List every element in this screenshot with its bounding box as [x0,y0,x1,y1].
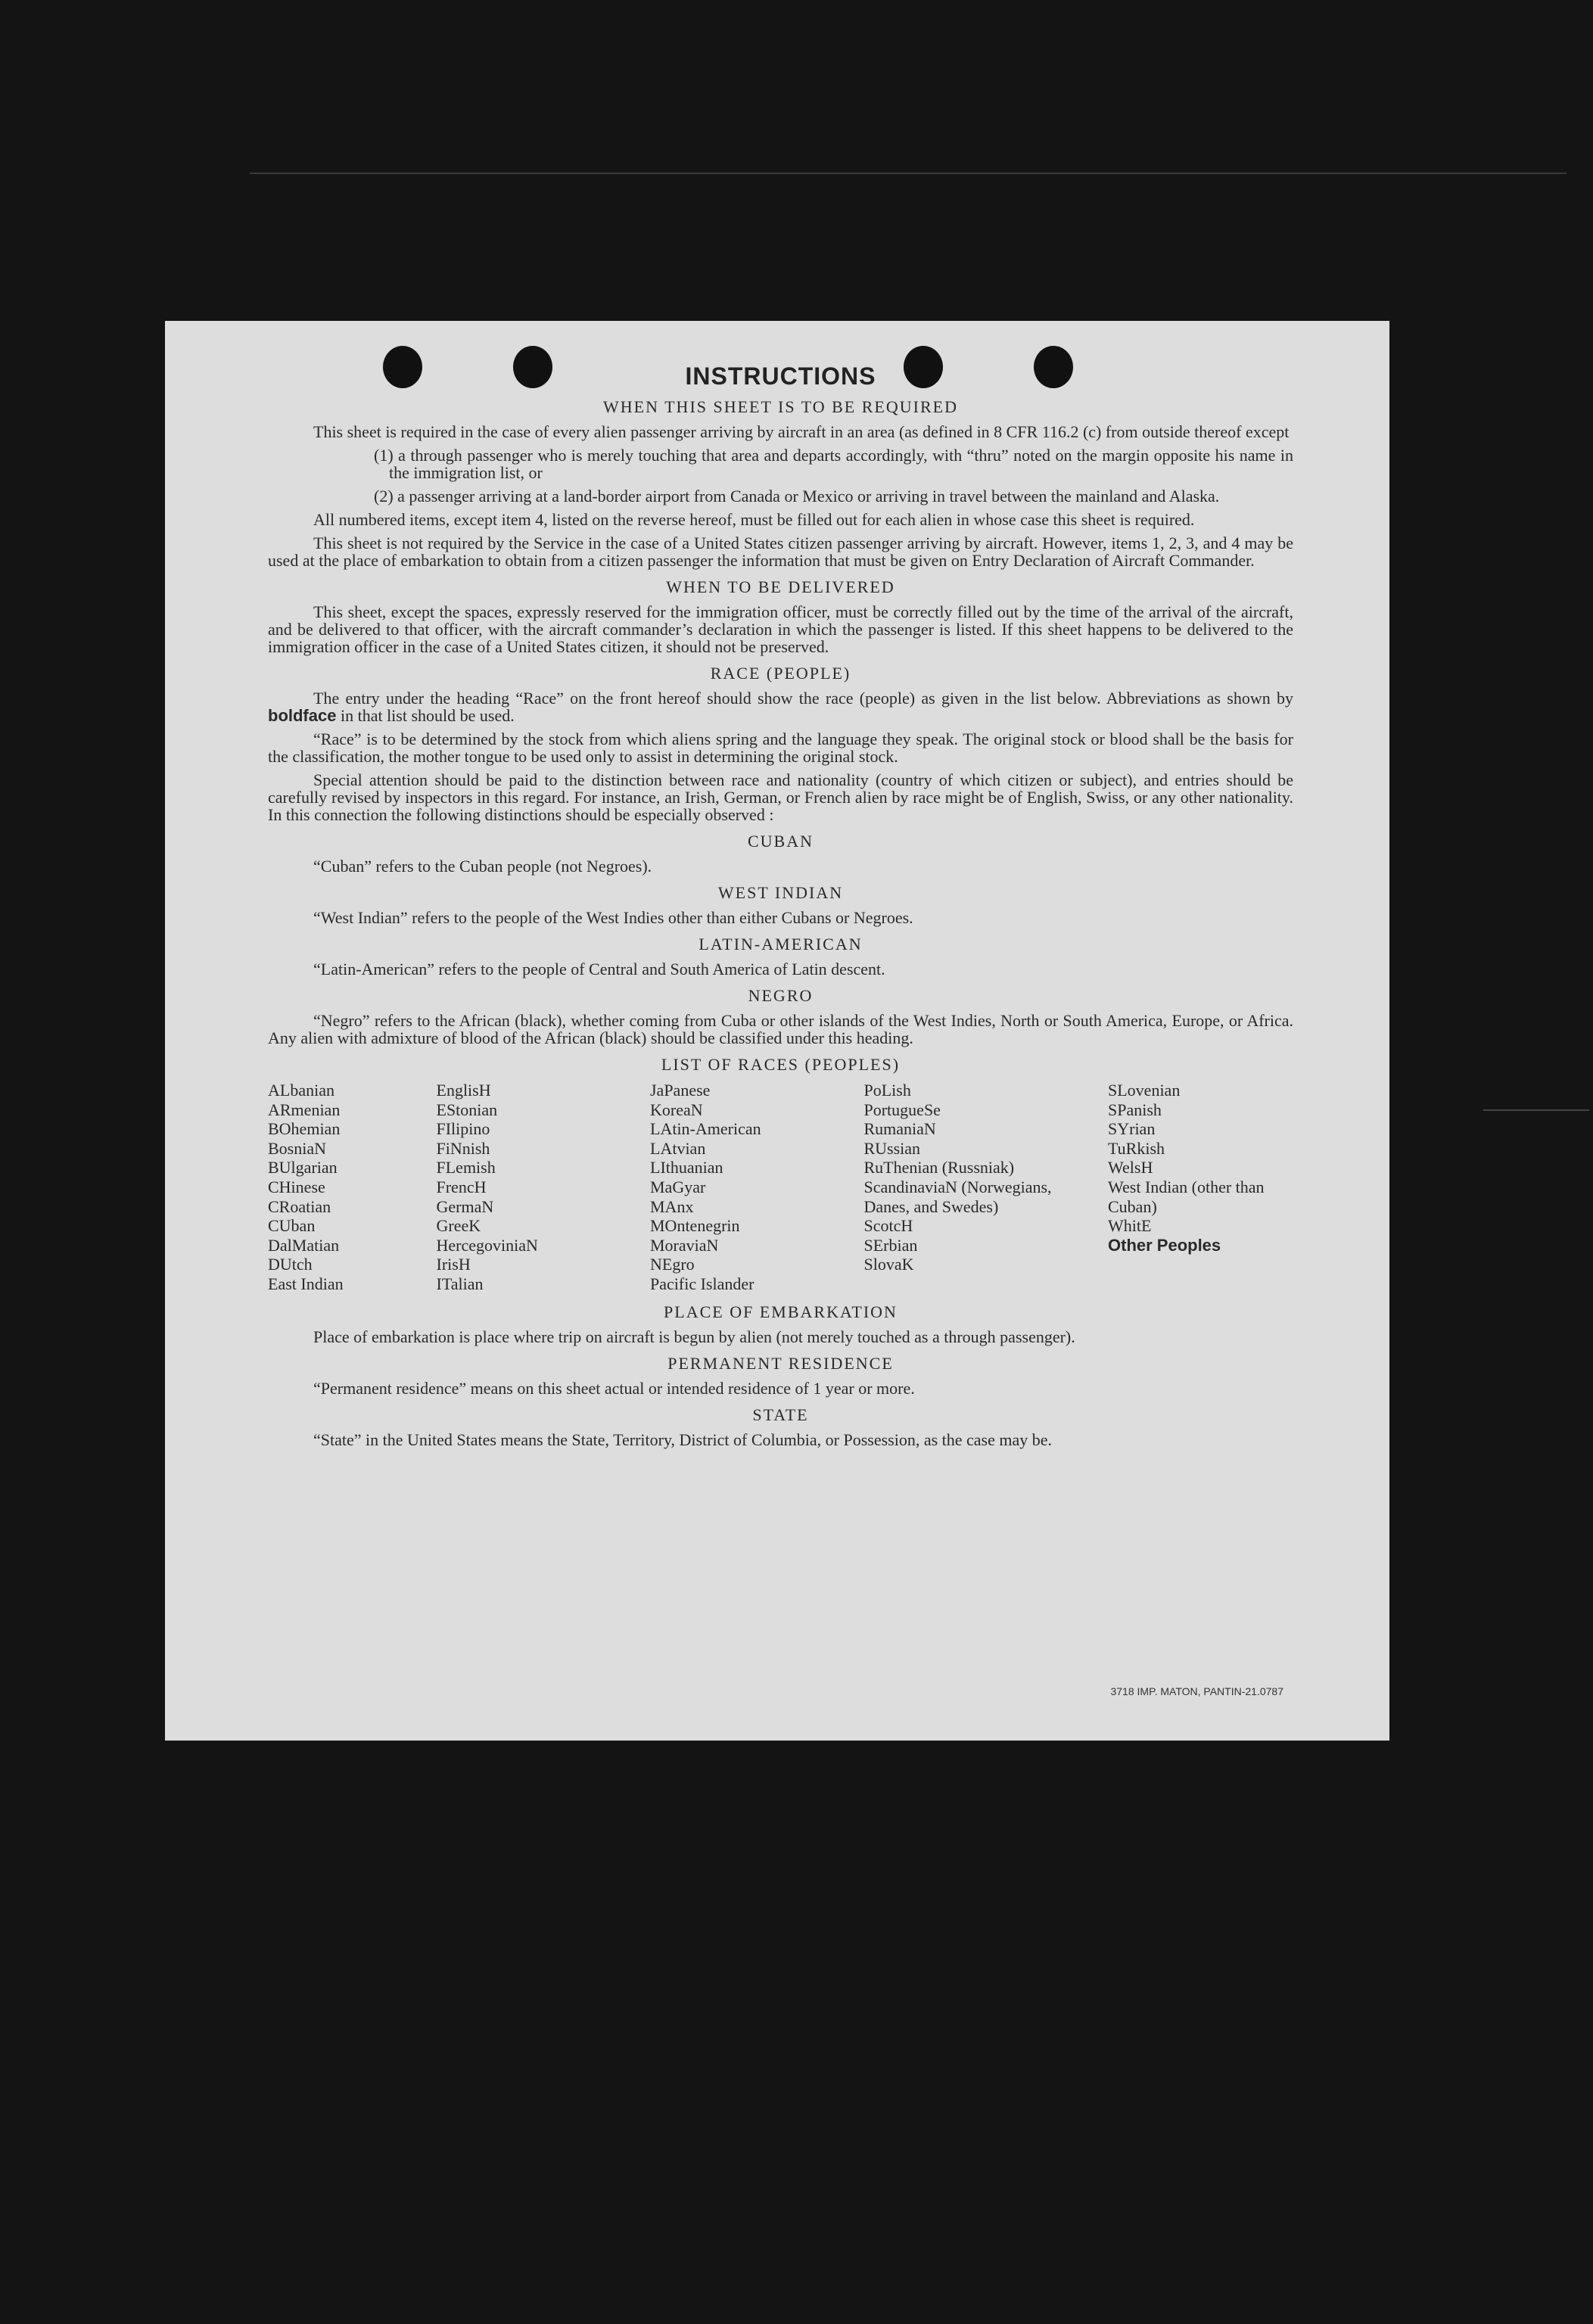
races-column [650,1081,854,1294]
section-heading: CUBAN [747,832,814,851]
race-entry: SlovaK [863,1255,914,1274]
sheet-content [268,363,1293,1454]
section-heading: RACE (PEOPLE) [710,664,851,683]
paragraph: “West Indian” refers to the people of the West Indies other than either Cubans or Negroes. [313,908,913,927]
race-entry: JaPanese [650,1081,711,1100]
instruction-sheet [165,321,1389,1741]
race-entry: ARmenian [268,1100,341,1119]
race-entry: Other Peoples [1108,1235,1221,1255]
race-entry: Pacific Islander [650,1274,754,1293]
race-entry: EStonian [436,1100,498,1119]
race-entry: DUtch [268,1255,313,1274]
race-entry: SErbian [863,1235,918,1255]
list-item: (2) a passenger arriving at a land-border airport from Canada or Mexico or arriving in travel between the mainland and Alaska. [374,487,1220,506]
paragraph: “Race” is to be determined by the stock from which aliens spring and the language they speak. The original stock or blood shall be the basis for the classification, the mother tongue to be used only to assist in determining the original stock. [268,730,1293,766]
text-run: in that list should be used. [340,706,515,725]
race-entry: GreeK [436,1216,481,1236]
races-column [864,1081,1099,1294]
text-run: The entry under the heading “Race” on the front hereof should show the race (people) as given in the list below. Abbreviations as shown by [313,689,1293,708]
paragraph: “State” in the United States means the State, Territory, District of Columbia, or Possession, as the case may be. [313,1430,1053,1449]
race-entry: ALbanian [268,1081,334,1100]
race-entry: MaGyar [650,1177,706,1196]
race-entry: CHinese [268,1177,325,1196]
section-heading: LIST OF RACES (PEOPLES) [661,1055,901,1074]
race-entry: HercegoviniaN [436,1235,538,1255]
paragraph: “Permanent residence” means on this sheet actual or intended residence of 1 year or more. [313,1378,915,1398]
races-column [437,1081,641,1294]
section-heading: LATIN-AMERICAN [698,935,863,954]
race-entry: BUlgarian [268,1158,338,1178]
section-heading: WHEN TO BE DELIVERED [666,577,895,596]
race-entry: SYrian [1108,1119,1156,1139]
race-entry: WelsH [1108,1158,1153,1178]
paragraph: All numbered items, except item 4, listed on the reverse hereof, must be filled out for each alien in whose case this sheet is required. [313,510,1195,529]
race-entry: WhitE [1108,1216,1152,1236]
race-entry: NEgro [650,1255,695,1274]
race-entry: RUssian [863,1138,921,1158]
race-entry: ScandinaviaN (Norwegians, Danes, and Swedes) [863,1177,1052,1216]
boldface-sample: boldface [268,706,337,725]
page-title: INSTRUCTIONS [685,362,876,390]
paragraph: This sheet is not required by the Service in the case of a United States citizen passenger arriving by aircraft. However, items 1, 2, 3, and 4 may be used at the place of embarkation to obtain from a citizen passenger the information that must be given on Entry Declaration of Aircraft Commander. [268,534,1293,570]
list-item: (1) a through passenger who is merely touching that area and departs accordingly, with “thru” noted on the margin opposite his name in the immigration list, or [374,446,1293,482]
race-entry: FiNnish [436,1138,490,1158]
race-entry: ScotcH [863,1216,913,1236]
race-entry: MoraviaN [650,1235,719,1255]
race-entry: KoreaN [650,1100,703,1119]
film-edge-line [1483,1109,1589,1111]
race-entry: RumaniaN [863,1119,936,1139]
paragraph: This sheet is required in the case of every alien passenger arriving by aircraft in an area (as defined in 8 CFR 116.2 (c) from outside thereof except [313,422,1290,441]
race-entry: FLemish [436,1158,496,1178]
race-entry: RuThenian (Russniak) [863,1158,1015,1178]
race-entry: LAtvian [650,1138,706,1158]
section-heading: WEST INDIAN [717,883,844,902]
paragraph: Special attention should be paid to the distinction between race and nationality (country of which citizen or subject), and entries should be carefully revised by inspectors in this regard. For instance, an Irish, German, or French alien by race might be of English, Swiss, or any other nationality. In this connection the following distinctions should be especially observed : [268,770,1293,824]
race-entry: SPanish [1108,1100,1162,1119]
race-entry: BosniaN [268,1138,326,1158]
race-entry: FrencH [436,1177,487,1196]
section-heading: NEGRO [748,986,814,1005]
race-entry: CRoatian [268,1196,331,1216]
race-entry: SLovenian [1108,1081,1181,1100]
race-entry: FIlipino [436,1119,490,1139]
paragraph: “Cuban” refers to the Cuban people (not Negroes). [313,857,652,876]
race-entry: GermaN [436,1196,494,1216]
race-entry: EnglisH [436,1081,491,1100]
races-list [268,1081,1293,1294]
race-entry: PortugueSe [863,1100,941,1119]
race-entry: PoLish [863,1081,911,1100]
race-entry: DalMatian [268,1235,340,1255]
section-heading: PLACE OF EMBARKATION [664,1302,898,1321]
section-heading: STATE [752,1405,809,1424]
paragraph [268,689,1293,724]
races-column [1108,1081,1293,1294]
race-entry: BOhemian [268,1119,341,1139]
film-edge-line [250,173,1567,174]
race-entry: LIthuanian [650,1158,723,1178]
race-entry: TuRkish [1108,1138,1165,1158]
printer-imprint: 3718 IMP. MATON, PANTIN-21.0787 [1110,1685,1283,1697]
paragraph: “Negro” refers to the African (black), whether coming from Cuba or other islands of the West Indies, North or South America, Europe, or Africa. Any alien with admixture of blood of the African (black) should be classified under this heading. [268,1011,1293,1047]
race-entry: LAtin-American [650,1119,761,1139]
races-column [268,1081,427,1294]
race-entry: MOntenegrin [650,1216,740,1236]
race-entry: ITalian [436,1274,484,1293]
race-entry: MAnx [650,1196,694,1216]
paragraph: This sheet, except the spaces, expressly reserved for the immigration officer, must be correctly filled out by the time of the arrival of the aircraft, and be delivered to that officer, with the aircraft commander’s declaration in which the passenger is listed. If this sheet happens to be delivered to the immigration officer in the case of a United States citizen, it should not be preserved. [268,602,1293,656]
section-heading: WHEN THIS SHEET IS TO BE REQUIRED [603,397,958,416]
paragraph: Place of embarkation is place where trip on aircraft is begun by alien (not merely touched as a through passenger). [313,1327,1075,1346]
paragraph: “Latin-American” refers to the people of Central and South America of Latin descent. [313,960,885,978]
race-entry: West Indian (other than Cuban) [1108,1177,1265,1216]
race-entry: IrisH [436,1255,471,1274]
race-entry: CUban [268,1216,316,1236]
race-entry: East Indian [268,1274,344,1293]
section-heading: PERMANENT RESIDENCE [667,1353,894,1373]
